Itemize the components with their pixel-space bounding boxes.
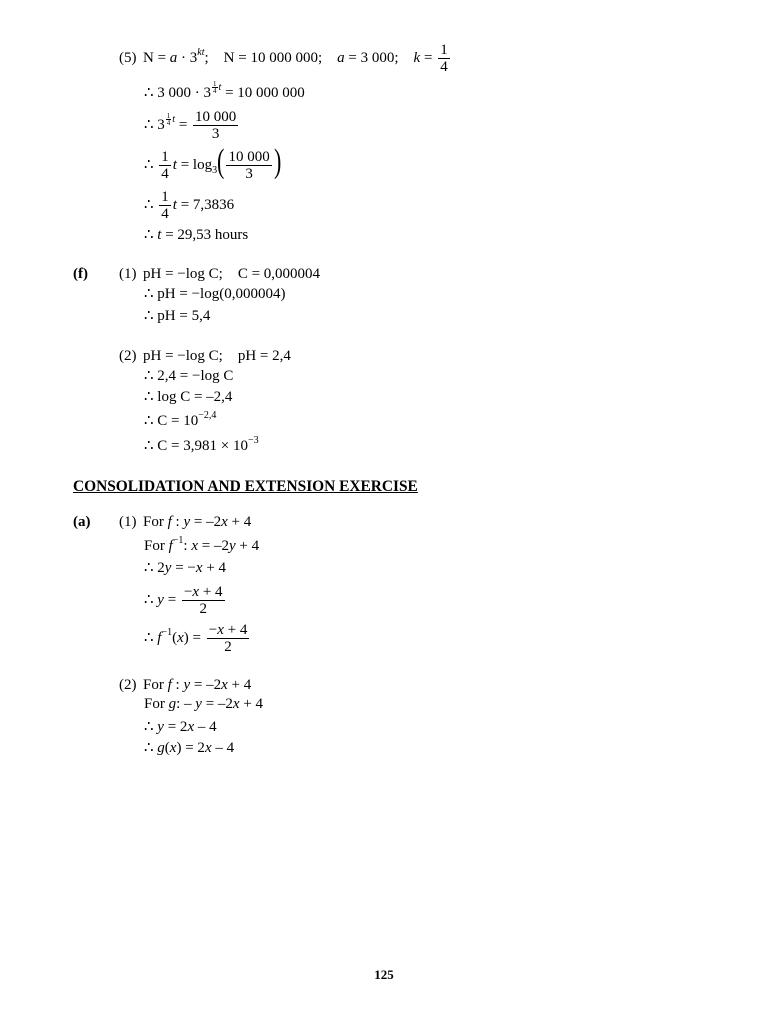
heading-text: CONSOLIDATION AND EXTENSION EXERCISE	[73, 477, 418, 495]
denominator: 2	[182, 600, 225, 617]
math-text: – 4	[194, 718, 217, 735]
fraction	[182, 584, 225, 617]
math-text: For	[143, 676, 168, 693]
math-text: = –2	[198, 537, 229, 554]
math-text: = 29,53 hours	[161, 226, 249, 243]
math-variable: x	[195, 559, 203, 576]
fraction	[193, 109, 238, 142]
math-text: = –2	[190, 513, 222, 530]
exponent	[166, 113, 175, 126]
section-heading	[73, 468, 418, 504]
denominator: 4	[161, 165, 169, 182]
left-parenthesis: (	[217, 143, 225, 180]
math-text: ∴	[144, 591, 158, 608]
exponent-variable: t	[218, 81, 222, 93]
exponent-fraction	[212, 81, 218, 94]
math-variable: y	[183, 513, 191, 530]
question-number: (1)	[119, 513, 137, 530]
math-text: :	[183, 537, 192, 554]
denominator: 2	[207, 638, 250, 655]
math-text: ∴	[144, 156, 158, 173]
log-base-subscript: 3	[212, 164, 218, 176]
numerator: 10 000	[195, 108, 237, 125]
math-variable: x	[192, 583, 200, 600]
right-parenthesis: )	[273, 143, 282, 180]
math-variable: x	[191, 537, 198, 554]
math-variable: f	[168, 537, 173, 554]
denominator: 4	[213, 86, 217, 95]
math-text: ∴	[144, 196, 158, 213]
math-text: −	[208, 621, 218, 638]
part-f-label	[73, 256, 88, 292]
math-text: ∴ log C = –2,4	[144, 388, 233, 405]
math-variable: t	[172, 156, 177, 173]
exponent-variable: t	[172, 113, 176, 125]
numerator: 1	[161, 148, 169, 165]
math-text: ∴ pH = −log(0,000004)	[144, 285, 286, 302]
math-variable: g	[168, 695, 177, 712]
math-text: pH = −log C; pH = 2,4	[143, 347, 291, 364]
numerator: 10 000	[228, 148, 270, 165]
math-text: = 7,3836	[176, 196, 235, 213]
math-text: ∴	[144, 226, 158, 243]
exponent: −1	[161, 626, 173, 638]
math-variable: f	[167, 513, 172, 530]
math-variable: a	[337, 49, 345, 66]
math-text: ; N = 10 000 000;	[204, 49, 338, 66]
math-text: N =	[143, 49, 170, 66]
math-variable: t	[172, 196, 177, 213]
math-text: ∴ pH = 5,4	[144, 307, 211, 324]
math-variable: x	[221, 676, 228, 693]
math-text: ∴	[144, 629, 158, 646]
math-text: ∴ 3 000 · 3	[144, 84, 212, 101]
fraction	[207, 622, 250, 655]
numerator: 1	[213, 79, 217, 88]
question-number: (5)	[119, 49, 137, 66]
math-text: =	[163, 591, 180, 608]
math-text: −	[183, 583, 193, 600]
math-variable: y	[228, 537, 236, 554]
math-text: =	[175, 116, 192, 133]
math-variable: k	[413, 49, 421, 66]
math-variable: y	[183, 676, 191, 693]
a1-line-4	[144, 582, 227, 618]
math-text: = log	[176, 156, 213, 173]
q5-line-4	[144, 143, 282, 183]
math-text: = –2	[201, 695, 233, 712]
a1-line-3	[144, 550, 226, 586]
math-text: :	[171, 676, 184, 693]
math-text: ) =	[183, 629, 205, 646]
math-variable: y	[157, 591, 164, 608]
math-text: = 3 000;	[344, 49, 414, 66]
math-text: – 4	[211, 739, 235, 756]
exponent	[212, 81, 221, 94]
q5-line-1	[119, 40, 452, 76]
math-text: : –	[176, 695, 196, 712]
math-text: (	[172, 629, 178, 646]
math-text: + 4	[199, 583, 223, 600]
section-label: (f)	[73, 265, 88, 282]
numerator	[182, 584, 225, 600]
math-text: :	[171, 513, 184, 530]
denominator: 3	[226, 165, 271, 182]
math-text: For	[143, 513, 168, 530]
math-text: + 4	[235, 537, 260, 554]
q5-line-2	[144, 75, 305, 111]
math-text: ∴	[144, 718, 158, 735]
math-variable: x	[187, 718, 195, 735]
math-variable: a	[169, 49, 178, 66]
denominator: 4	[166, 118, 171, 127]
math-variable: x	[177, 629, 184, 646]
fraction	[438, 42, 450, 75]
part-a-label	[73, 504, 91, 540]
math-text: ∴	[144, 739, 158, 756]
numerator: 1	[166, 111, 171, 120]
math-variable: y	[164, 559, 172, 576]
math-variable: x	[232, 695, 240, 712]
f1-line-3	[144, 298, 210, 334]
math-variable: y	[157, 718, 164, 735]
question-number: (1)	[119, 265, 137, 282]
math-variable: t	[157, 226, 162, 243]
denominator: 4	[440, 58, 448, 75]
math-text: + 4	[202, 559, 227, 576]
denominator: 3	[193, 125, 238, 142]
math-text: = 2	[163, 718, 188, 735]
question-number: (2)	[119, 676, 137, 693]
math-text: ) = 2	[176, 739, 205, 756]
math-variable: x	[204, 739, 212, 756]
fraction	[226, 149, 271, 182]
a1-line-5	[144, 620, 251, 656]
math-text: ∴ C = 10	[144, 412, 199, 429]
math-text: + 4	[227, 513, 252, 530]
math-text: =	[420, 49, 437, 66]
q5-line-3	[144, 107, 240, 143]
math-text: For	[144, 537, 169, 554]
math-text: (	[164, 739, 170, 756]
math-variable: x	[221, 513, 228, 530]
math-text: = −	[171, 559, 196, 576]
math-text: + 4	[239, 695, 264, 712]
numerator: 1	[161, 188, 169, 205]
numerator	[207, 622, 250, 638]
math-variable: y	[195, 695, 202, 712]
math-text: ∴ 2,4 = −log C	[144, 367, 234, 384]
page-number: 125	[374, 967, 394, 982]
numerator: 1	[440, 41, 448, 58]
math-text: + 4	[227, 676, 252, 693]
math-text: pH = −log C; C = 0,000004	[143, 265, 321, 282]
math-text: + 4	[223, 621, 248, 638]
exponent: −1	[172, 534, 184, 546]
math-text: ∴ 3	[144, 116, 165, 133]
a2-line-4	[144, 730, 234, 766]
math-variable: g	[157, 739, 165, 756]
math-text: ∴ C = 3,981 × 10	[144, 437, 248, 454]
math-variable: f	[157, 629, 162, 646]
math-variable: x	[217, 621, 224, 638]
f2-line-5	[144, 428, 259, 464]
math-text: = –2	[190, 676, 222, 693]
q5-line-6	[144, 217, 248, 253]
section-label: (a)	[73, 513, 91, 530]
exponent-fraction	[166, 113, 172, 126]
exponent: −2,4	[198, 409, 217, 421]
math-text: · 3	[177, 49, 198, 66]
math-variable: x	[169, 739, 177, 756]
math-text: For	[144, 695, 169, 712]
question-number: (2)	[119, 347, 137, 364]
math-text: ∴ 2	[144, 559, 165, 576]
fraction	[159, 149, 171, 182]
math-text: = 10 000 000	[221, 84, 305, 101]
denominator: 4	[161, 205, 169, 222]
math-variable: f	[167, 676, 172, 693]
exponent: −3	[247, 434, 259, 446]
exponent: kt	[197, 46, 205, 58]
